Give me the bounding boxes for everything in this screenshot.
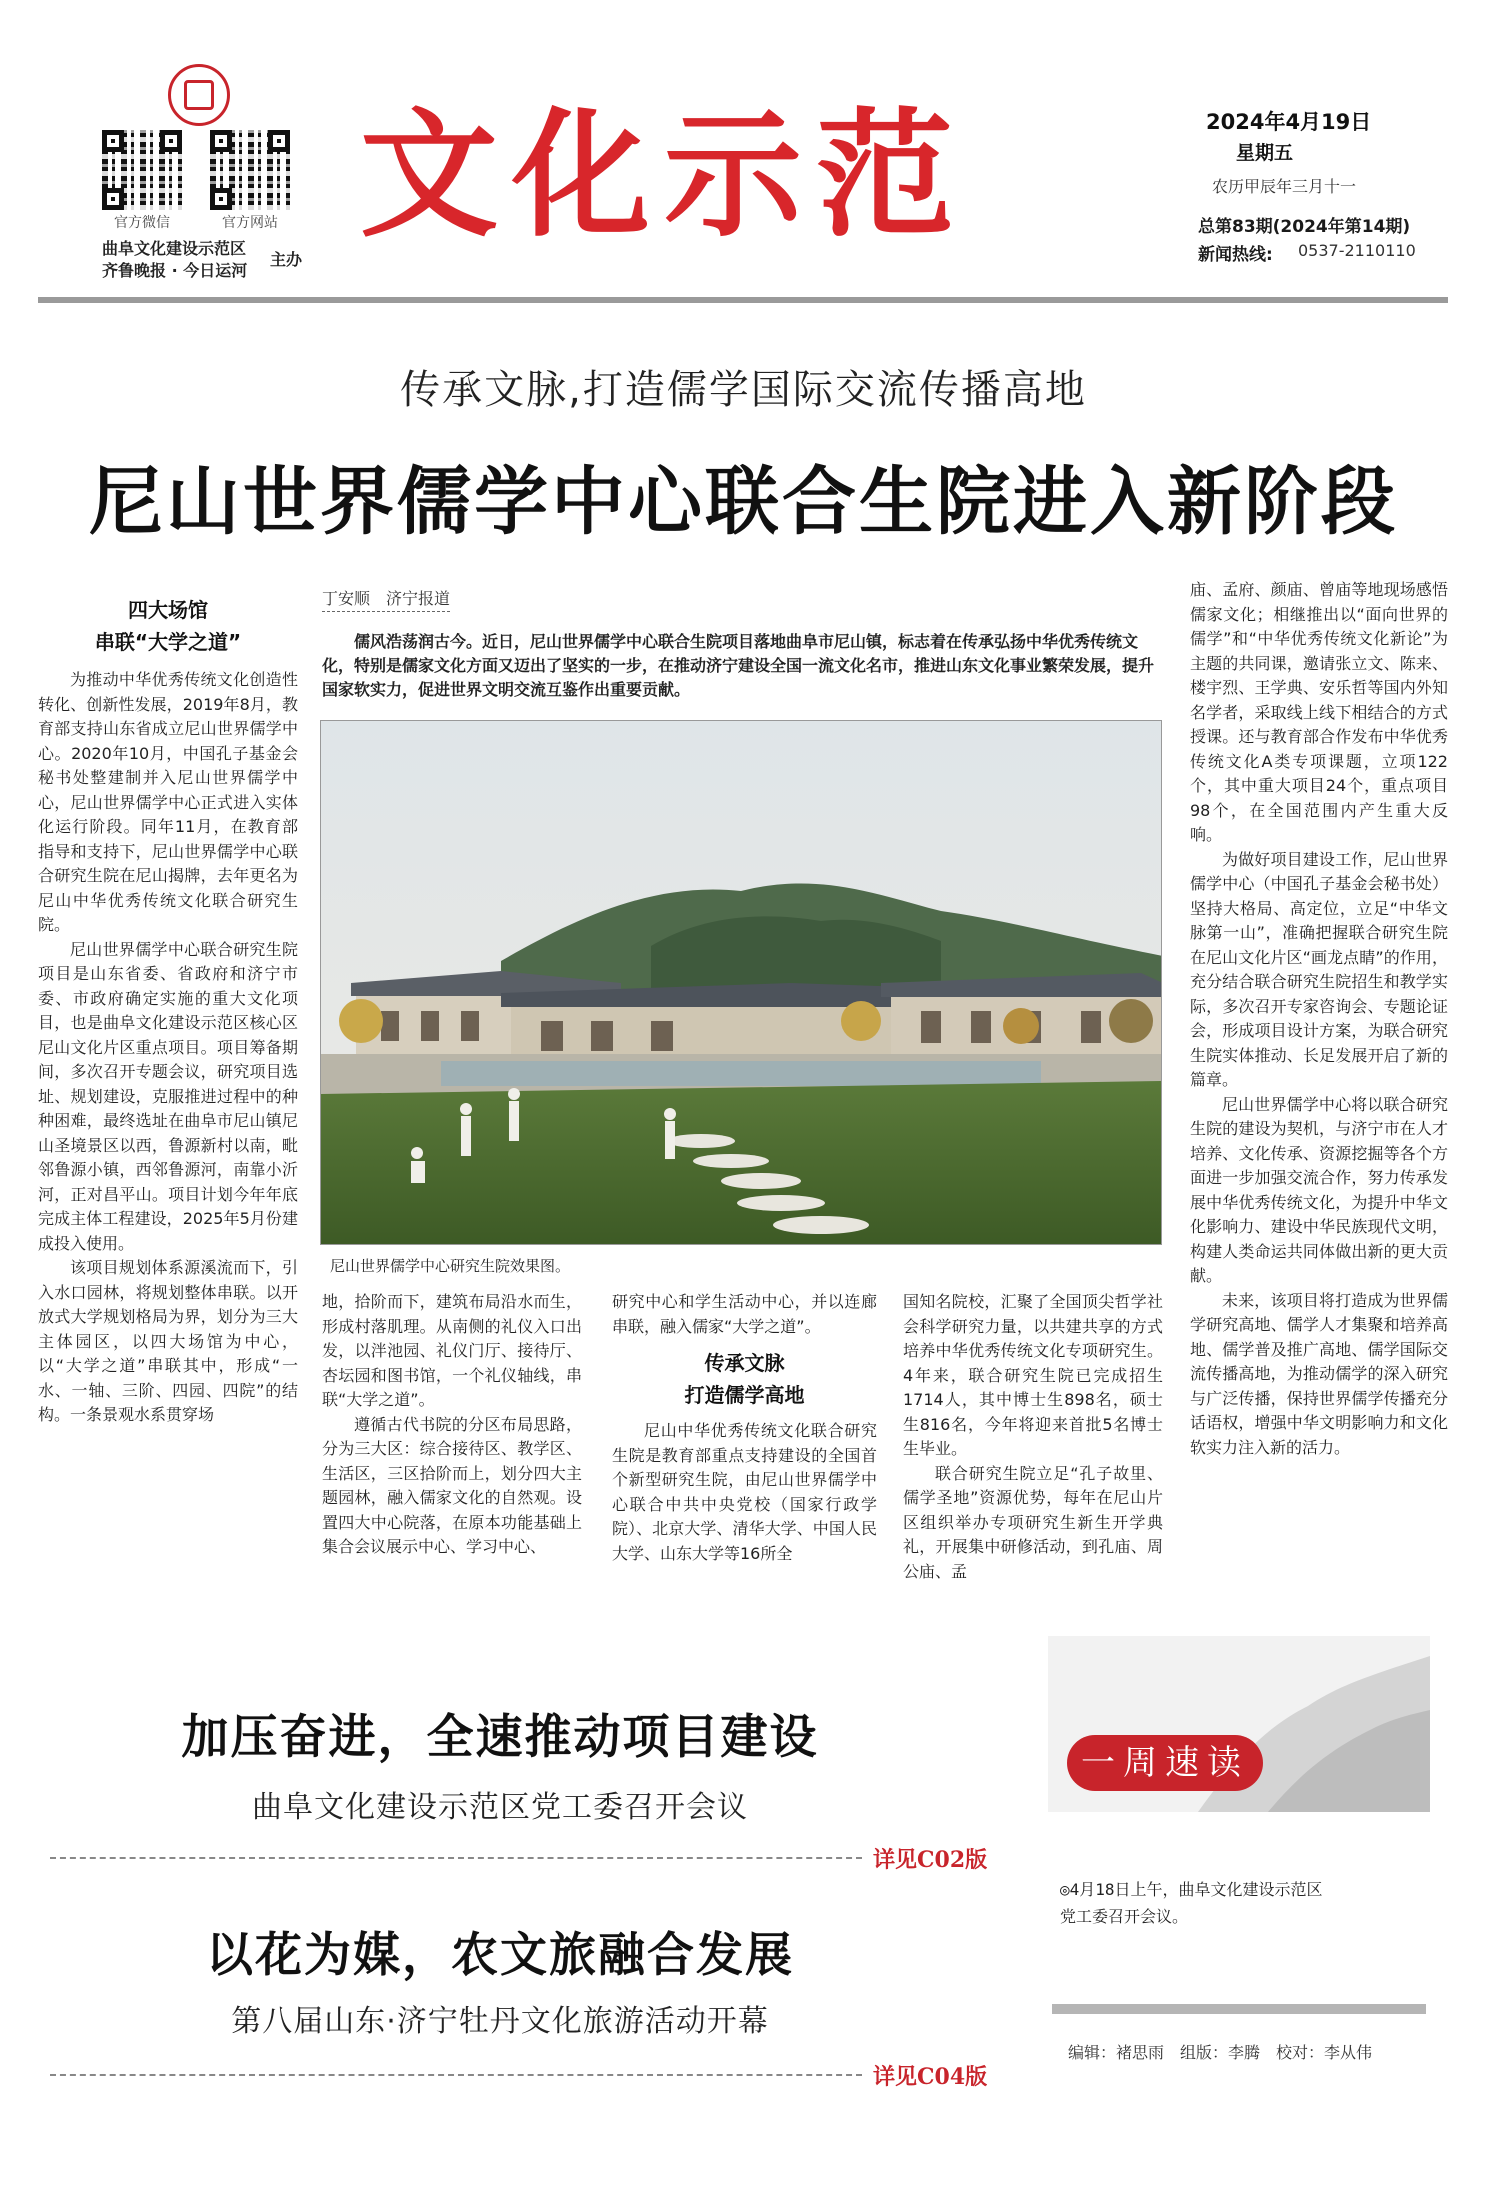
dashed-rule (50, 1857, 862, 1859)
host-role: 主办 (270, 250, 303, 269)
host-organization-2: 齐鲁晚报 · 今日运河 (102, 261, 248, 280)
paragraph: 该项目规划体系源溪流而下，引入水口园林，将规划整体串联。以开放式大学规划格局为界，划分为三大主体园区，以四大场馆为中心，以“大学之道”串联其中，形成“一水、一轴、三阶、四园、四院”的结构。一条景观水系贯穿场 (38, 1258, 298, 1424)
paragraph: 未来，该项目将打造成为世界儒学研究高地、儒学人才集聚和培养高地、儒学普及推广高地、儒学国际交流传播高地，为推动儒学的深入研究与广泛传播，保持世界儒学传播充分话语权，增强中华文明影响力和文化软实力注入新的活力。 (1190, 1290, 1448, 1457)
column-4 (903, 1290, 1163, 1584)
photo-caption: 尼山世界儒学中心研究生院效果图。 (330, 1257, 571, 1275)
paragraph: 尼山中华优秀传统文化联合研究生院是教育部重点支持建设的全国首个新型研究生院，由尼山世界儒学中心联合中共中央党校（国家行政学院）、北京大学、清华大学、中国人民大学、山东大学等16所全 (612, 1421, 877, 1563)
paragraph: 为推动中华优秀传统文化创造性转化、创新性发展，2019年8月，教育部支持山东省成立尼山世界儒学中心。2020年10月，中国孔子基金会秘书处整建制并入尼山世界儒学中心，尼山世界儒学中心正式进入实体化运行阶段。同年11月，在教育部指导和支持下，尼山世界儒学中心联合研究生院在尼山揭牌，去年更名为尼山中华优秀传统文化联合研究生院。 (38, 670, 298, 934)
emblem-seal (168, 64, 230, 126)
campus-rendering-photo[interactable] (320, 720, 1162, 1245)
news-subheadline-2: 第八届山东·济宁牡丹文化旅游活动开幕 (231, 2004, 769, 2039)
qr-label-wechat: 官方微信 (114, 215, 170, 231)
hotline-label: 新闻热线: (1198, 245, 1273, 265)
column-2 (322, 1290, 582, 1560)
subhead-great-learning: 串联“大学之道” (94, 630, 242, 654)
column-5 (1190, 578, 1448, 1460)
see-page-link-1[interactable]: 详见C02版 (873, 1847, 988, 1873)
paragraph: 国知名院校，汇聚了全国顶尖哲学社会科学研究力量，以共建共享的方式培养中华优秀传统文化专项研究生。4年来，联合研究生院已完成招生1714人，其中博士生898名，硕士生816名，今年将迎来首批5名博士生毕业。 (903, 1292, 1163, 1458)
news-headline-1[interactable]: 加压奋进，全速推动项目建设 (181, 1710, 819, 1765)
subhead-confucian-highland: 打造儒学高地 (684, 1383, 805, 1407)
editorial-credits: 编辑：褚思雨 组版：李腾 校对：李从伟 (1068, 2043, 1373, 2062)
subhead-inherit-culture: 传承文脉 (704, 1351, 785, 1375)
subhead-four-venues: 四大场馆 (128, 598, 208, 622)
paragraph: 尼山世界儒学中心将以联合研究生院的建设为契机，与济宁市在人才培养、文化传承、资源挖掘等各个方面进一步加强交流合作，努力传承发展中华优秀传统文化，为提升中华文化影响力、建设中华民族现代文明，构建人类命运共同体做出新的更大贡献。 (1190, 1094, 1448, 1285)
newspaper-title: 文化示范 (360, 93, 969, 256)
lead-paragraph: 儒风浩荡润古今。近日，尼山世界儒学中心联合生院项目落地曲阜市尼山镇，标志着在传承弘扬中华优秀传统文化，特别是儒家文化方面又迈出了坚实的一步，在推动济宁建设全国一流文化名市，推进山东文化事业繁荣发展，提升国家软实力，促进世界文明交流互鉴作出重要贡献。 (322, 632, 1155, 699)
campus-rendering-illustration (321, 721, 1162, 1245)
brief-item-line-2: 党工委召开会议。 (1060, 1907, 1189, 1926)
paragraph: 为做好项目建设工作，尼山世界儒学中心（中国孔子基金会秘书处）坚持大格局、高定位，立足“中华文脉第一山”，准确把握联合研究生院在尼山文化片区“画龙点睛”的作用，充分结合联合研究生院招生和教学实际，多次召开专家咨询会、专题论证会，形成项目设计方案，为联合研究生院实体推动、长足发展开启了新的篇章。 (1190, 849, 1448, 1089)
brief-item-line-1: ◎4月18日上午，曲阜文化建设示范区 (1060, 1880, 1323, 1899)
column-3 (612, 1290, 877, 1566)
credits-bar (1052, 2004, 1426, 2014)
qr-label-website: 官方网站 (222, 215, 278, 231)
lunar-date: 农历甲辰年三月十一 (1212, 177, 1357, 196)
paragraph: 庙、孟府、颜庙、曾庙等地现场感悟儒家文化；相继推出以“面向世界的儒学”和“中华优秀传统文化新论”为主题的共同课，邀请张立文、陈来、楼宇烈、王学典、安乐哲等国内外知名学者，采取线上线下相结合的方式授课。还与教育部合作发布中华优秀传统文化A类专项课题，立项122个，其中重大项目24个，重点项目98个，在全国范围内产生重大反响。 (1190, 580, 1448, 844)
paragraph: 尼山世界儒学中心联合研究生院项目是山东省委、省政府和济宁市委、市政府确定实施的重大文化项目，也是曲阜文化建设示范区核心区尼山文化片区重点项目。项目筹备期间，多次召开专题会议，研究项目选址、规划建设，克服推进过程中的种种困难，最终选址在曲阜市尼山镇尼山圣境景区以西，鲁源新村以南，毗邻鲁源小镇，西邻鲁源河，南靠小沂河，正对昌平山。项目计划今年年底完成主体工程建设，2025年5月份建成投入使用。 (38, 939, 298, 1253)
hotline-number: 0537-2110110 (1298, 241, 1416, 260)
paragraph: 研究中心和学生活动中心，并以连廊串联，融入儒家“大学之道”。 (612, 1292, 877, 1336)
lead-headline: 尼山世界儒学中心联合生院进入新阶段 (89, 459, 1398, 545)
wechat-qr-code[interactable] (102, 130, 182, 210)
byline: 丁安顺 济宁报道 (322, 586, 450, 612)
issue-number: 总第83期(2024年第14期) (1198, 217, 1411, 237)
weekly-brief-title: 一周速读 (1067, 1735, 1263, 1791)
column-1 (38, 594, 298, 1428)
news-subheadline-1: 曲阜文化建设示范区党工委召开会议 (252, 1790, 748, 1825)
paragraph: 联合研究生院立足“孔子故里、儒学圣地”资源优势，每年在尼山片区组织举办专项研究生新生开学典礼，开展集中研修活动，到孔庙、周公庙、孟 (903, 1463, 1163, 1581)
issue-date: 2024年4月19日 (1206, 110, 1372, 134)
paragraph: 遵循古代书院的分区布局思路，分为三大区：综合接待区、教学区、生活区，三区拾阶而上，划分四大主题园林，融入儒家文化的自然观。设置四大中心院落，在原本功能基础上集合会议展示中心、学习中心、 (322, 1414, 582, 1556)
paragraph: 地，拾阶而下，建筑布局沿水而生，形成村落肌理。从南侧的礼仪入口出发，以泮池园、礼仪门厅、接待厅、杏坛园和图书馆，一个礼仪轴线，串联“大学之道”。 (322, 1292, 582, 1409)
see-page-link-2[interactable]: 详见C04版 (873, 2064, 988, 2090)
website-qr-code[interactable] (210, 130, 290, 210)
news-headline-2[interactable]: 以花为媒，农文旅融合发展 (206, 1928, 794, 1983)
lead-kicker: 传承文脉,打造儒学国际交流传播高地 (400, 367, 1087, 413)
host-organization-1: 曲阜文化建设示范区 (102, 239, 247, 258)
masthead-rule (38, 297, 1448, 303)
issue-weekday: 星期五 (1236, 142, 1294, 164)
dashed-rule (50, 2074, 862, 2076)
